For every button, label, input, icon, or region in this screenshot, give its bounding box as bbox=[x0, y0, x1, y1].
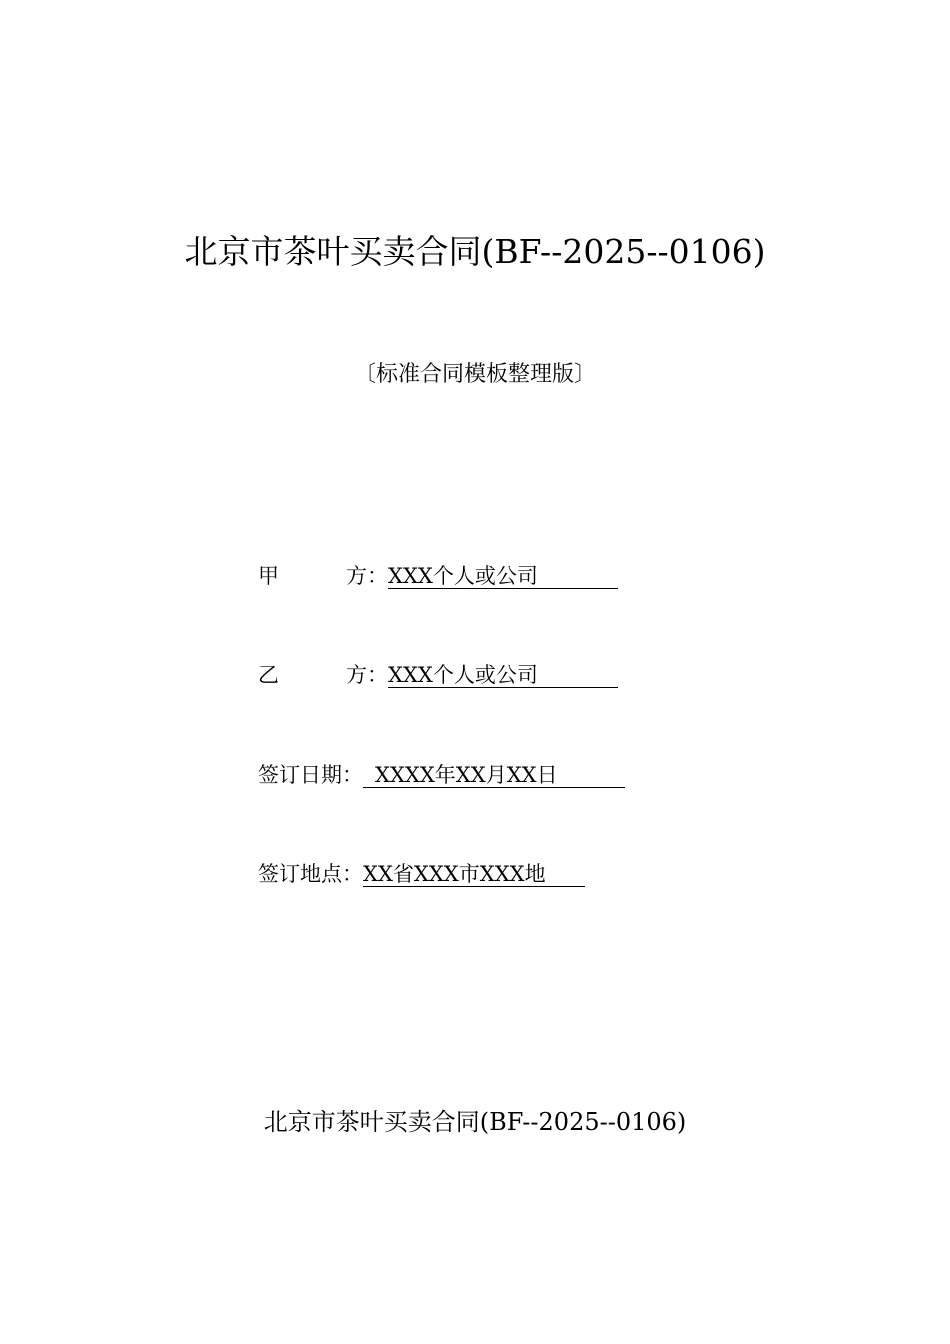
document-title: 北京市茶叶买卖合同(BF--2025--0106) bbox=[184, 232, 766, 271]
party-b-label-suffix: 方： bbox=[346, 663, 388, 687]
signing-date-value: XXXX年XX月XX日 bbox=[363, 763, 625, 788]
party-a-label bbox=[258, 560, 388, 592]
footer-title: 北京市茶叶买卖合同(BF--2025--0106) bbox=[263, 1108, 687, 1136]
party-a-label-char: 甲 bbox=[258, 564, 279, 588]
party-a-value: XXX个人或公司 bbox=[388, 564, 618, 589]
party-a-field bbox=[258, 560, 618, 592]
party-a-label-suffix: 方： bbox=[346, 564, 388, 588]
party-b-value: XXX个人或公司 bbox=[388, 663, 618, 688]
signing-date-label: 签订日期： bbox=[258, 763, 363, 787]
party-b-label-char: 乙 bbox=[258, 663, 279, 687]
party-b-label bbox=[258, 659, 388, 691]
party-b-field bbox=[258, 659, 618, 691]
signing-place-value: XX省XXX市XXX地 bbox=[363, 862, 585, 887]
signing-place-label: 签订地点： bbox=[258, 862, 363, 886]
signing-place-field bbox=[258, 858, 585, 890]
document-subtitle: 〔标准合同模板整理版〕 bbox=[353, 362, 596, 387]
signing-date-field bbox=[258, 759, 625, 791]
